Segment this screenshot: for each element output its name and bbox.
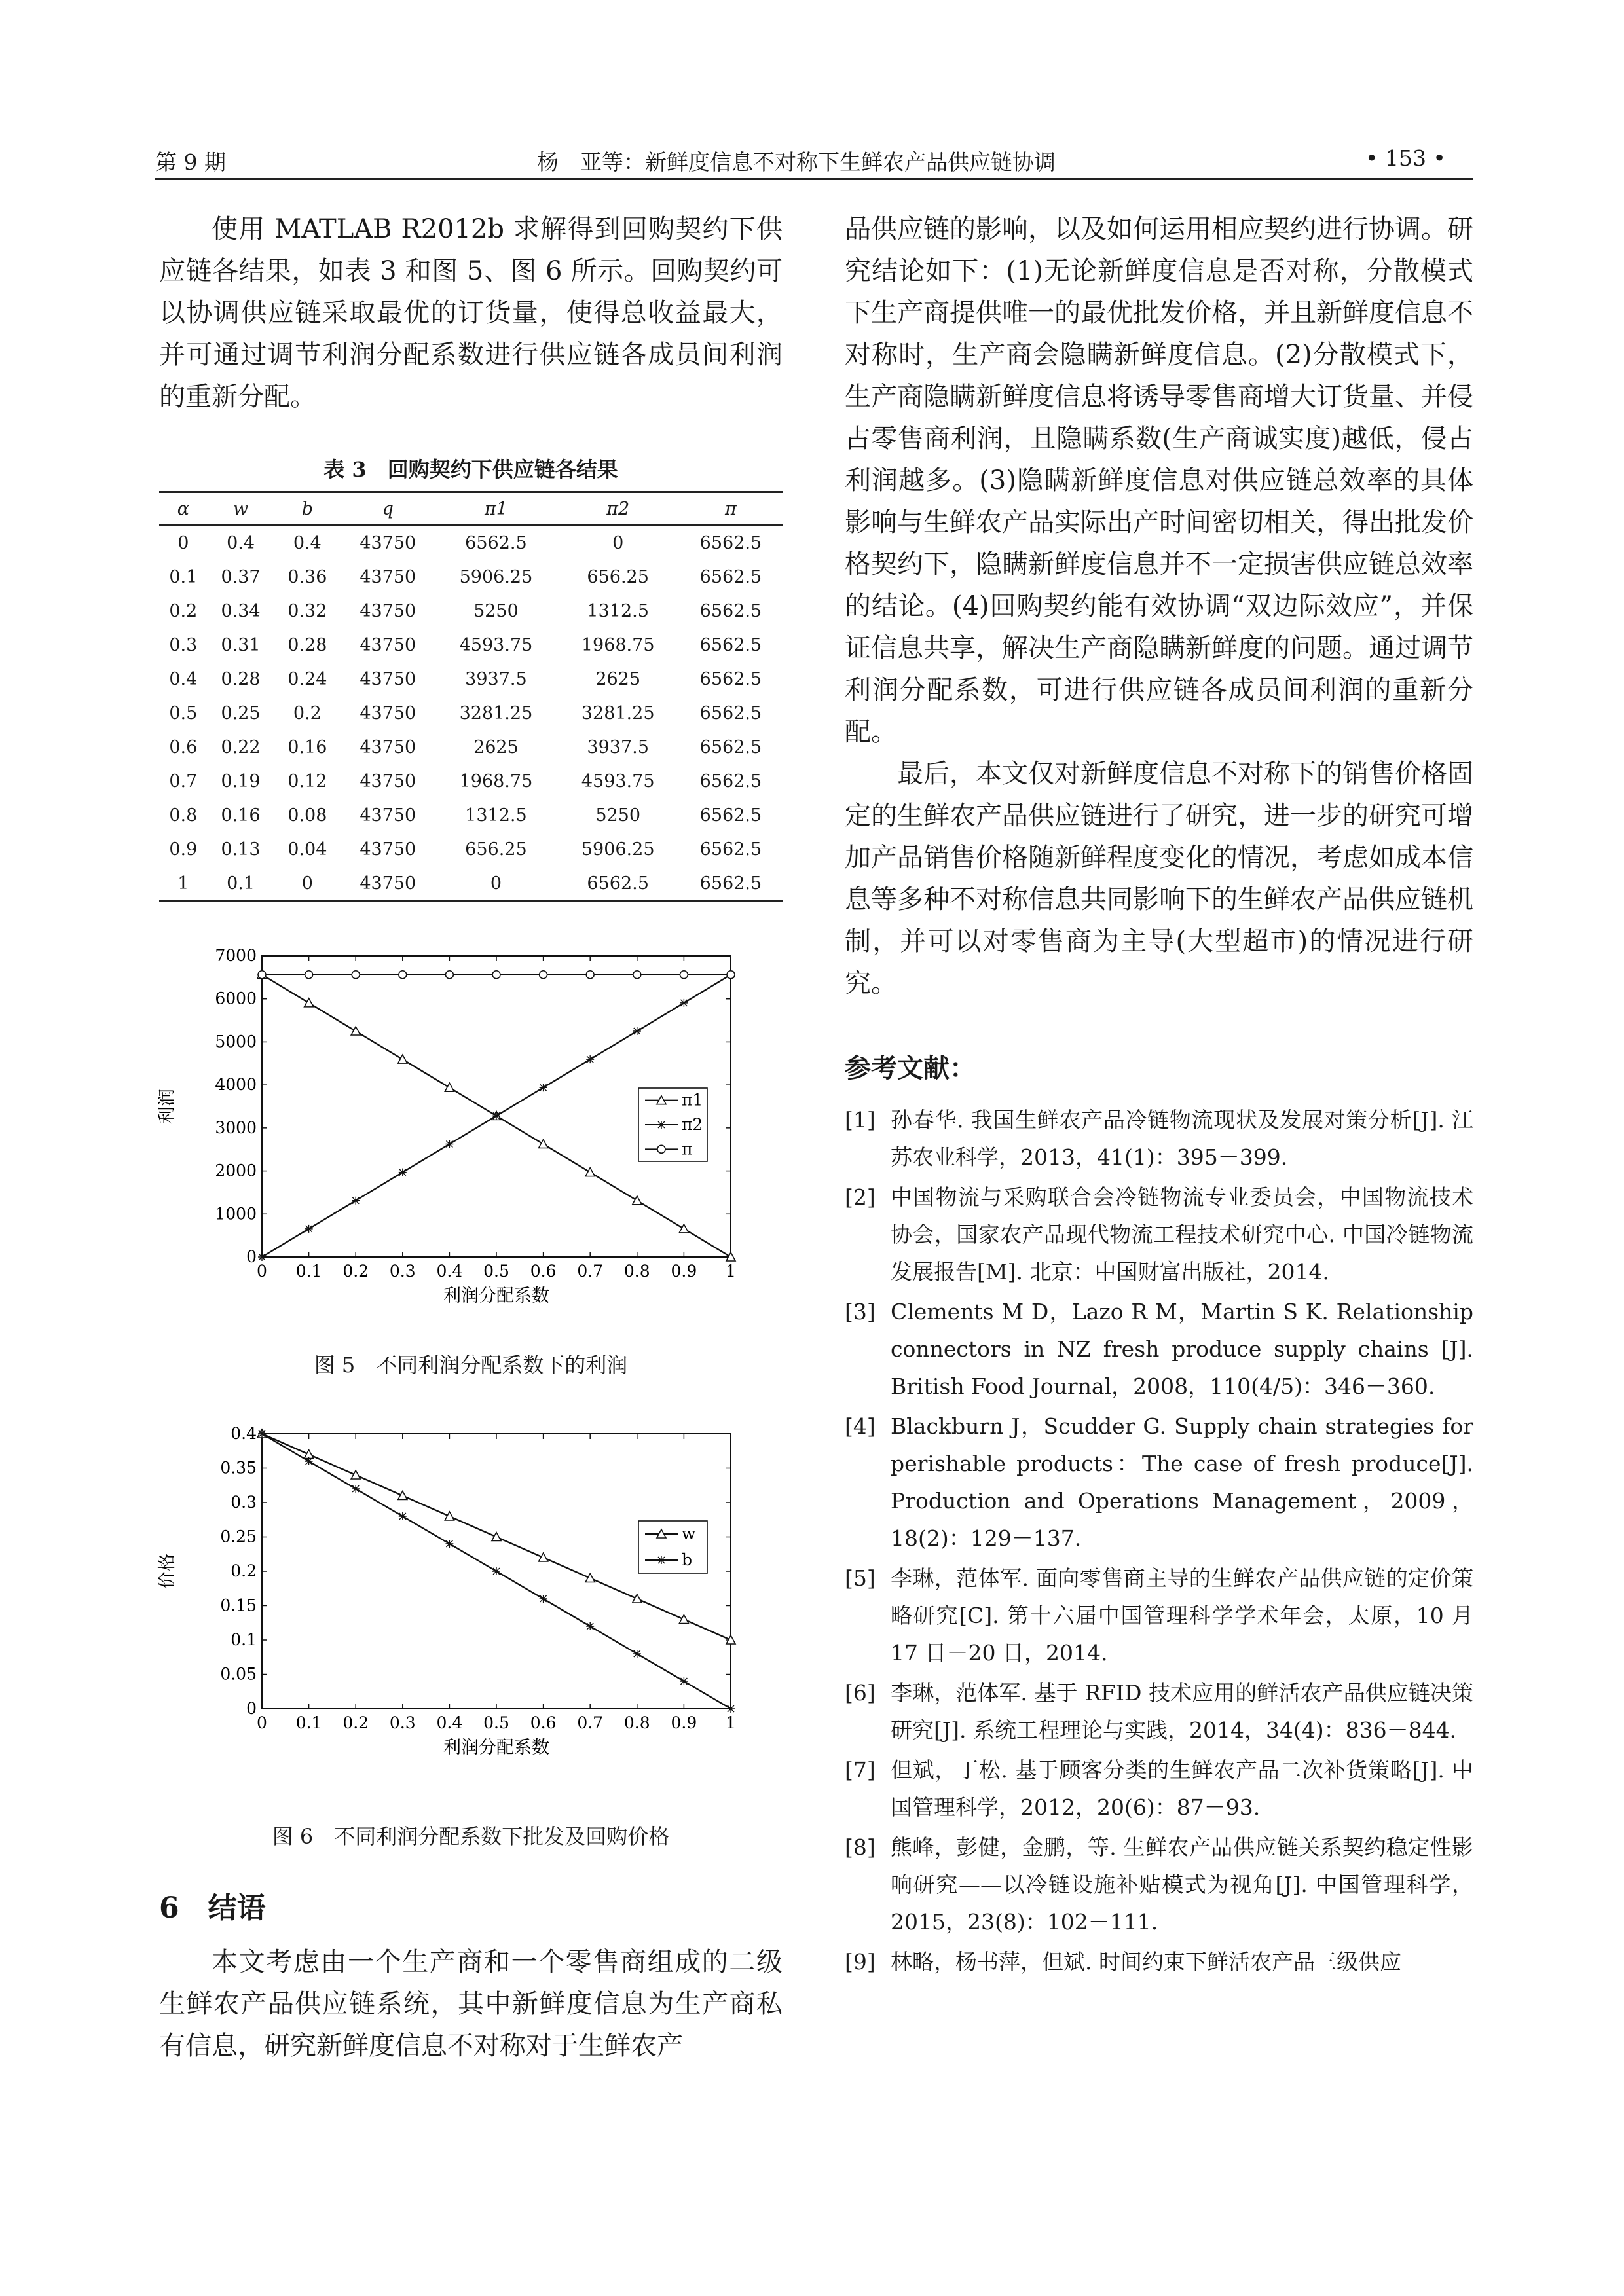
table-cell: 0.7	[169, 771, 198, 792]
table-cell: 5906.25	[581, 839, 655, 860]
right-column	[845, 208, 1473, 1004]
y-tick-label: 0.1	[231, 1630, 257, 1649]
x-tick-label: 1	[726, 1262, 736, 1281]
reference-number: [4]	[845, 1413, 876, 1439]
table-cell: 0.16	[221, 805, 261, 826]
triangle-marker	[633, 1594, 642, 1603]
triangle-marker	[445, 1083, 454, 1091]
table-cell: 0	[274, 866, 341, 902]
y-tick-label: 5000	[215, 1032, 257, 1051]
table-cell: 43750	[341, 866, 435, 902]
table-cell: 6562.5	[699, 771, 762, 792]
table-cell: 3281.25	[459, 702, 533, 723]
left-conclusion	[159, 1941, 783, 2067]
table-header-cell: π2	[557, 492, 679, 526]
reference-number: [7]	[845, 1757, 876, 1783]
x-tick-label: 0.5	[483, 1713, 509, 1732]
reference-number: [3]	[845, 1299, 876, 1324]
star-marker	[258, 1253, 266, 1261]
table-cell: 6562.5	[699, 600, 762, 621]
reference-number: [2]	[845, 1184, 876, 1210]
y-tick-label: 4000	[215, 1075, 257, 1095]
table-cell: 0.31	[221, 634, 261, 655]
star-marker	[492, 1567, 500, 1575]
y-tick-label: 0.4	[231, 1424, 257, 1443]
table-row	[159, 696, 783, 730]
table-body	[159, 525, 783, 902]
table-cell: 2625	[473, 737, 519, 757]
circle-marker	[633, 971, 641, 979]
table-cell: 0.08	[287, 805, 327, 826]
legend-box	[638, 1521, 707, 1573]
table-row	[159, 662, 783, 696]
y-tick-label: 3000	[215, 1118, 257, 1137]
table-cell: 0.25	[221, 702, 261, 723]
triangle-marker	[351, 1470, 360, 1479]
table-cell: 0.1	[169, 566, 198, 587]
star-marker	[399, 1512, 407, 1520]
star-marker	[352, 1197, 360, 1205]
table-cell: 0.2	[169, 600, 198, 621]
table-header-cell: π1	[435, 492, 557, 526]
table-row	[159, 525, 783, 560]
star-marker	[305, 1457, 313, 1465]
x-tick-label: 0.9	[671, 1713, 697, 1732]
star-marker	[680, 999, 688, 1007]
reference-item	[845, 1751, 1473, 1826]
table-header-cell: π	[679, 492, 783, 526]
reference-text: Clements M D，Lazo R M，Martin S K. Relationship connectors in NZ fresh produce supply chains [J]. British Food Journal，2008，110(4/5)：346－360.	[891, 1299, 1473, 1399]
reference-text: 李琳，范体军. 基于 RFID 技术应用的鲜活农产品供应链决策研究[J]. 系统工程理论与实践，2014，34(4)：836－844.	[891, 1680, 1473, 1743]
y-tick-label: 1000	[215, 1204, 257, 1224]
reference-text: 但斌，丁松. 基于顾客分类的生鲜农产品二次补货策略[J]. 中国管理科学，2012，20(6)：87－93.	[891, 1757, 1473, 1820]
legend-label: π1	[682, 1090, 703, 1110]
table-row	[159, 798, 783, 832]
table-cell: 0.19	[221, 771, 261, 792]
star-marker	[305, 1225, 313, 1233]
table-cell: 0.04	[287, 839, 327, 860]
table-cell: 0	[435, 866, 557, 902]
table-cell: 5906.25	[459, 566, 533, 587]
y-axis-label: 利润	[157, 1089, 177, 1124]
star-marker	[586, 1622, 594, 1630]
table-cell: 0.34	[221, 600, 261, 621]
table-cell: 0.24	[287, 668, 327, 689]
table-cell: 3281.25	[581, 702, 655, 723]
reference-item	[845, 1829, 1473, 1941]
table-cell: 0	[612, 532, 624, 553]
y-tick-label: 0	[246, 1247, 257, 1266]
intro-paragraph: 使用 MATLAB R2012b 求解得到回购契约下供应链各结果，如表 3 和图 5、图 6 所示。回购契约可以协调供应链采取最优的订货量，使得总收益最大，并可通过调节利润分配系数进行供应链各成员间利润的重新分配。	[159, 214, 783, 412]
table-cell: 43750	[360, 668, 416, 689]
table-cell: 6562.5	[699, 839, 762, 860]
table-cell: 0.37	[221, 566, 261, 587]
table-caption: 表 3 回购契约下供应链各结果	[323, 457, 618, 482]
table-cell: 43750	[360, 737, 416, 757]
reference-item	[845, 1101, 1473, 1176]
header-rule	[155, 178, 1473, 180]
x-tick-label: 1	[726, 1713, 736, 1732]
table-cell: 6562.5	[557, 866, 679, 902]
table-cell: 0.5	[169, 702, 198, 723]
fig5-caption: 图 5 不同利润分配系数下的利润	[314, 1353, 628, 1377]
y-tick-label: 0.05	[220, 1664, 257, 1684]
triangle-marker	[539, 1553, 548, 1561]
x-tick-label: 0	[257, 1262, 267, 1281]
table-header-cell: w	[208, 492, 274, 526]
star-marker	[352, 1485, 360, 1493]
x-tick-label: 0.4	[436, 1713, 463, 1732]
star-marker	[633, 1650, 641, 1658]
triangle-marker	[398, 1055, 407, 1063]
x-tick-label: 0.3	[389, 1713, 416, 1732]
triangle-marker	[539, 1140, 548, 1148]
x-tick-label: 0.9	[671, 1262, 697, 1281]
table-cell: 0	[177, 532, 189, 553]
table-cell: 0.8	[169, 805, 198, 826]
legend-label: w	[682, 1524, 696, 1543]
table-cell: 6562.5	[699, 532, 762, 553]
star-marker	[657, 1556, 665, 1564]
star-marker	[445, 1140, 453, 1148]
table-cell: 43750	[360, 634, 416, 655]
legend-label: π2	[682, 1115, 703, 1134]
table-cell: 0.22	[221, 737, 261, 757]
table-cell: 4593.75	[581, 771, 655, 792]
reference-text: 林略，杨书萍，但斌. 时间约束下鲜活农产品三级供应	[891, 1949, 1401, 1975]
table-cell: 5250	[473, 600, 519, 621]
table-cell: 0.12	[287, 771, 327, 792]
reference-item	[845, 1408, 1473, 1557]
triangle-marker	[585, 1168, 595, 1176]
table-cell: 3937.5	[587, 737, 649, 757]
table-cell: 0.28	[287, 634, 327, 655]
circle-marker	[305, 971, 313, 979]
circle-marker	[680, 971, 688, 979]
left-intro	[159, 208, 783, 418]
x-tick-label: 0.7	[577, 1262, 604, 1281]
star-marker	[258, 1430, 266, 1438]
table-row	[159, 730, 783, 764]
table-cell: 0.4	[169, 668, 198, 689]
table-cell: 1968.75	[581, 634, 655, 655]
star-marker	[399, 1169, 407, 1176]
table-cell: 0.4	[293, 532, 322, 553]
star-marker	[727, 1705, 735, 1713]
fig5-profit-chart	[157, 936, 786, 1316]
table-cell: 0.4	[227, 532, 255, 553]
triangle-marker	[492, 1533, 501, 1541]
reference-item	[845, 1674, 1473, 1749]
reference-text: 孙春华. 我国生鲜农产品冷链物流现状及发展对策分析[J]. 江苏农业科学，2013，41(1)：395－399.	[891, 1107, 1473, 1170]
x-tick-label: 0.1	[295, 1713, 322, 1732]
circle-marker	[540, 971, 547, 979]
right-para1: 品供应链的影响，以及如何运用相应契约进行协调。研究结论如下：(1)无论新鲜度信息是否对称，分散模式下生产商提供唯一的最优批发价格，并且新鲜度信息不对称时，生产商会隐瞒新鲜度信息。(2)分散模式下，生产商隐瞒新鲜度信息将诱导零售商增大订货量、并侵占零售商利润，且隐瞒系数(生产商诚实度)越低，侵占利润越多。(3)隐瞒新鲜度信息对供应链总效率的具体影响与生鲜农产品实际出产时间密切相关，得出批发价格契约下，隐瞒新鲜度信息并不一定损害供应链总效率的结论。(4)回购契约能有效协调“双边际效应”，并保证信息共享，解决生产商隐瞒新鲜度的问题。通过调节利润分配系数，可进行供应链各成员间利润的重新分配。	[845, 214, 1473, 747]
y-tick-label: 2000	[215, 1161, 257, 1180]
x-tick-label: 0	[257, 1713, 267, 1732]
y-tick-label: 0.3	[231, 1493, 257, 1512]
table-cell: 0.32	[287, 600, 327, 621]
table-cell: 0.3	[169, 634, 198, 655]
table-cell: 0.2	[293, 702, 322, 723]
table-cell: 6562.5	[699, 668, 762, 689]
table-cell: 2625	[595, 668, 641, 689]
y-tick-label: 6000	[215, 989, 257, 1008]
reference-item	[845, 1943, 1473, 1980]
circle-marker	[352, 971, 360, 979]
x-tick-label: 0.7	[577, 1713, 604, 1732]
circle-marker	[586, 971, 594, 979]
circle-marker	[399, 971, 407, 979]
table-cell: 43750	[360, 702, 416, 723]
reference-text: Blackburn J，Scudder G. Supply chain strategies for perishable products：The case of fresh produce[J]. Production and Operations Management，2009，18(2)：129－137.	[891, 1413, 1473, 1551]
table-cell: 43750	[360, 566, 416, 587]
x-tick-label: 0.4	[436, 1262, 463, 1281]
triangle-marker	[351, 1027, 360, 1035]
conclusion-paragraph: 本文考虑由一个生产商和一个零售商组成的二级生鲜农产品供应链系统，其中新鲜度信息为生产商私有信息，研究新鲜度信息不对称对于生鲜农产	[159, 1947, 783, 2061]
fig6-price-chart	[157, 1414, 786, 1781]
table-cell: 0.28	[221, 668, 261, 689]
references-list	[845, 1101, 1473, 1983]
x-tick-label: 0.6	[530, 1713, 557, 1732]
table-row	[159, 628, 783, 662]
table-cell: 6562.5	[699, 805, 762, 826]
x-tick-label: 0.8	[623, 1262, 650, 1281]
x-tick-label: 0.5	[483, 1262, 509, 1281]
reference-number: [9]	[845, 1949, 876, 1975]
triangle-marker	[585, 1574, 595, 1582]
table-cell: 4593.75	[459, 634, 533, 655]
reference-item	[845, 1293, 1473, 1405]
circle-marker	[727, 971, 735, 979]
right-para2: 最后，本文仅对新鲜度信息不对称下的销售价格固定的生鲜农产品供应链进行了研究，进一步的研究可增加产品销售价格随新鲜程度变化的情况，考虑如成本信息等多种不对称信息共同影响下的生鲜农产品供应链机制，并可以对零售商为主导(大型超市)的情况进行研究。	[845, 759, 1473, 998]
legend-label: π	[682, 1139, 693, 1159]
table-cell: 0.1	[208, 866, 274, 902]
star-marker	[540, 1595, 547, 1603]
header-page: • 153 •	[1365, 145, 1446, 171]
x-axis-label: 利润分配系数	[443, 1286, 549, 1306]
table-cell: 0.16	[287, 737, 327, 757]
table-cell: 1312.5	[587, 600, 649, 621]
y-tick-label: 0.35	[220, 1458, 257, 1478]
table-row	[159, 832, 783, 866]
table-cell: 1968.75	[459, 771, 533, 792]
table-cell: 43750	[360, 600, 416, 621]
table-cell: 43750	[360, 771, 416, 792]
table-header-row	[159, 492, 783, 526]
reference-text: 李琳，范体军. 面向零售商主导的生鲜农产品供应链的定价策略研究[C]. 第十六届中国管理科学学术年会，太原，10 月 17 日－20 日，2014.	[891, 1565, 1473, 1666]
x-tick-label: 0.3	[389, 1262, 416, 1281]
table-cell: 656.25	[587, 566, 649, 587]
triangle-marker	[304, 998, 314, 1007]
circle-marker	[445, 971, 453, 979]
table-row	[159, 560, 783, 594]
star-marker	[680, 1677, 688, 1685]
star-marker	[657, 1121, 665, 1129]
table-cell: 6562.5	[465, 532, 527, 553]
table-cell: 43750	[360, 532, 416, 553]
y-axis-label: 价格	[157, 1554, 177, 1589]
reference-number: [5]	[845, 1565, 876, 1591]
star-marker	[633, 1027, 641, 1035]
fig6-caption: 图 6 不同利润分配系数下批发及回购价格	[272, 1824, 670, 1849]
reference-text: 中国物流与采购联合会冷链物流专业委员会，中国物流技术协会，国家农产品现代物流工程技术研究中心. 中国冷链物流发展报告[M]. 北京：中国财富出版社，2014.	[891, 1184, 1473, 1285]
table-cell: 43750	[360, 839, 416, 860]
circle-marker	[492, 971, 500, 979]
table-cell: 5250	[595, 805, 641, 826]
triangle-marker	[445, 1512, 454, 1520]
table-cell: 43750	[360, 805, 416, 826]
x-tick-label: 0.8	[623, 1713, 650, 1732]
table-cell: 0.6	[169, 737, 198, 757]
triangle-marker	[679, 1615, 688, 1624]
table-cell: 6562.5	[699, 702, 762, 723]
x-tick-label: 0.1	[295, 1262, 322, 1281]
circle-marker	[657, 1145, 665, 1153]
table-cell: 6562.5	[699, 566, 762, 587]
table-header-cell: q	[341, 492, 435, 526]
header-title: 杨 亚等：新鲜度信息不对称下生鲜农产品供应链协调	[537, 149, 1056, 175]
y-tick-label: 7000	[215, 946, 257, 965]
table-cell: 1	[159, 866, 208, 902]
reference-number: [8]	[845, 1834, 876, 1860]
table-cell: 6562.5	[699, 737, 762, 757]
section-title: 6 结语	[159, 1891, 266, 1925]
table-cell: 6562.5	[699, 634, 762, 655]
x-tick-label: 0.2	[342, 1713, 369, 1732]
table-cell: 0.36	[287, 566, 327, 587]
y-tick-label: 0.15	[220, 1595, 257, 1615]
reference-text: 熊峰，彭健，金鹏，等. 生鲜农产品供应链关系契约稳定性影响研究——以冷链设施补贴模式为视角[J]. 中国管理科学，2015，23(8)：102－111.	[891, 1834, 1473, 1935]
star-marker	[492, 1112, 500, 1120]
legend-label: b	[682, 1550, 693, 1569]
star-marker	[445, 1540, 453, 1548]
results-table	[159, 491, 783, 902]
y-tick-label: 0.25	[220, 1527, 257, 1546]
reference-number: [1]	[845, 1107, 876, 1133]
table-cell: 0.13	[221, 839, 261, 860]
triangle-marker	[398, 1491, 407, 1500]
header-issue: 第 9 期	[155, 149, 226, 175]
triangle-marker	[679, 1224, 688, 1233]
star-marker	[586, 1055, 594, 1063]
x-tick-label: 0.2	[342, 1262, 369, 1281]
table-header-cell: b	[274, 492, 341, 526]
table-cell: 656.25	[465, 839, 527, 860]
table-cell: 1312.5	[465, 805, 527, 826]
table-cell: 0.9	[169, 839, 198, 860]
table-row	[159, 866, 783, 902]
references-title: 参考文献：	[845, 1053, 976, 1084]
x-axis-label: 利润分配系数	[443, 1738, 549, 1758]
table-cell: 3937.5	[465, 668, 527, 689]
table-header-cell: α	[159, 492, 208, 526]
x-tick-label: 0.6	[530, 1262, 557, 1281]
table-cell: 6562.5	[679, 866, 783, 902]
y-tick-label: 0	[246, 1699, 257, 1718]
reference-item	[845, 1559, 1473, 1671]
reference-item	[845, 1178, 1473, 1290]
triangle-marker	[304, 1450, 314, 1459]
y-tick-label: 0.2	[231, 1561, 257, 1580]
star-marker	[540, 1084, 547, 1091]
circle-marker	[258, 971, 266, 979]
reference-number: [6]	[845, 1680, 876, 1705]
triangle-marker	[633, 1196, 642, 1205]
table-row	[159, 764, 783, 798]
table-row	[159, 594, 783, 628]
